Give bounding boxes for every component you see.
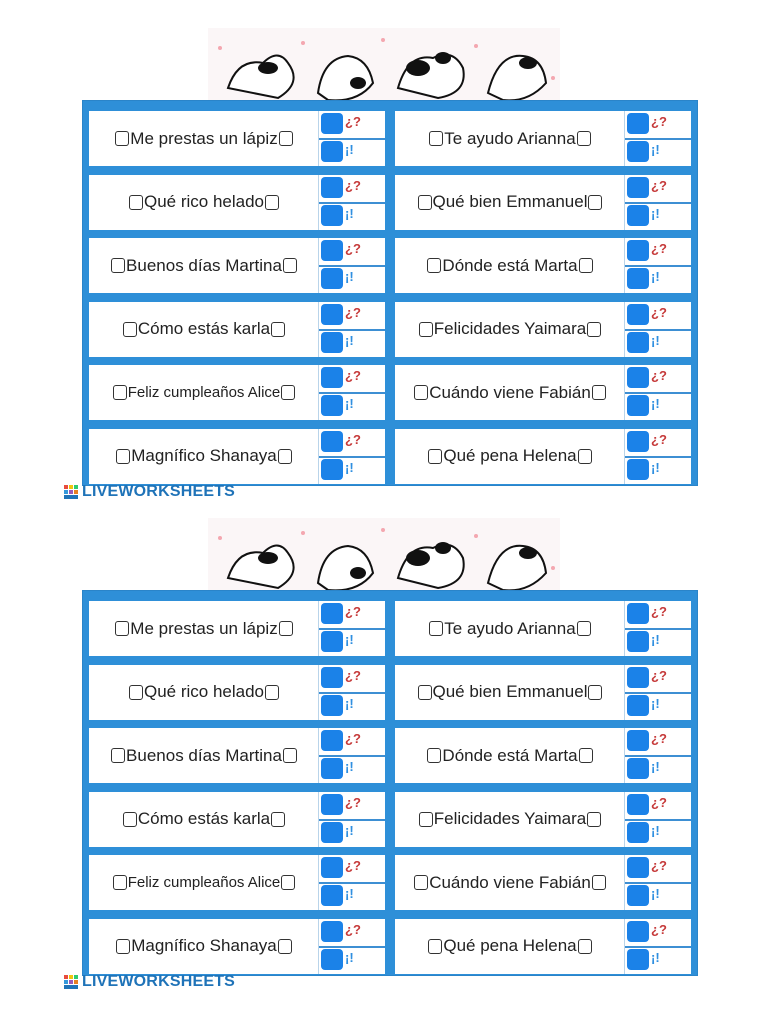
phrase-text: Te ayudo Arianna [444, 618, 576, 638]
select-square[interactable] [627, 395, 649, 416]
select-square[interactable] [627, 113, 649, 134]
mark-options [318, 365, 385, 420]
grid-row [89, 171, 691, 235]
select-square[interactable] [321, 695, 343, 716]
phrase-cell [395, 429, 691, 484]
mark-options [624, 238, 691, 293]
select-square[interactable] [627, 695, 649, 716]
phrase-text: Qué rico helado [143, 682, 265, 701]
mark-options [318, 111, 385, 166]
open-mark-box[interactable] [427, 258, 441, 273]
open-mark-box[interactable] [418, 195, 432, 210]
phrase-text: Qué bien Emmanuel [432, 682, 588, 701]
exclamation-option[interactable]: ¡! [625, 629, 691, 656]
select-square[interactable] [627, 667, 649, 688]
liveworksheets-logo-icon [64, 975, 80, 989]
phrase-text: Cuándo viene Fabián [429, 872, 591, 892]
exclamation-option[interactable]: ¡! [319, 393, 385, 420]
select-square[interactable] [627, 822, 649, 843]
close-mark-box[interactable] [265, 195, 279, 210]
mark-options [318, 855, 385, 910]
grid-row [89, 361, 691, 425]
mark-options [624, 665, 691, 720]
mark-options [624, 429, 691, 484]
select-square[interactable] [627, 857, 649, 878]
phrase-cell [395, 665, 691, 720]
open-mark-box[interactable] [427, 748, 441, 763]
close-mark-box[interactable] [579, 748, 593, 763]
close-mark-box[interactable] [283, 258, 297, 273]
phrase-text: Qué pena Helena [443, 936, 577, 955]
exclamation-option[interactable]: ¡! [319, 947, 385, 974]
select-square[interactable] [321, 857, 343, 878]
open-mark-box[interactable] [116, 449, 130, 464]
phrase-cell [89, 855, 385, 910]
phrase-cell [89, 601, 385, 656]
mark-options [624, 855, 691, 910]
select-square[interactable] [627, 332, 649, 353]
exclamation-option[interactable]: ¡! [625, 883, 691, 910]
grid-row [89, 234, 691, 298]
question-option[interactable]: ¿? [319, 429, 385, 458]
select-square[interactable] [321, 794, 343, 815]
phrase-cell [89, 365, 385, 420]
phrase-text: Dónde está Marta [442, 745, 578, 765]
close-mark-box[interactable] [579, 258, 593, 273]
phrase-text: Magnífico Shanaya [131, 936, 277, 955]
exclamation-option[interactable]: ¡! [319, 330, 385, 357]
exclamation-option[interactable]: ¡! [625, 693, 691, 720]
select-square[interactable] [321, 240, 343, 261]
open-mark-box[interactable] [418, 685, 432, 700]
grid-row [89, 425, 691, 489]
question-option[interactable]: ¿? [625, 855, 691, 884]
exclamation-option[interactable]: ¡! [625, 820, 691, 847]
phrase-cell [395, 175, 691, 230]
select-square[interactable] [321, 268, 343, 289]
open-mark-box[interactable] [419, 322, 433, 337]
phrase-cell [89, 302, 385, 357]
mark-options [624, 302, 691, 357]
question-option[interactable]: ¿? [625, 302, 691, 331]
phrase-cell [395, 728, 691, 783]
brand-name: LIVEWORKSHEETS [82, 973, 236, 990]
mark-options [318, 302, 385, 357]
close-mark-box[interactable] [265, 685, 279, 700]
select-square[interactable] [321, 603, 343, 624]
phrase-text: Me prestas un lápiz [130, 618, 278, 638]
select-square[interactable] [321, 921, 343, 942]
phrase-cell [89, 665, 385, 720]
mark-options [318, 728, 385, 783]
question-option[interactable]: ¿? [319, 792, 385, 821]
phrase-text: Buenos días Martina [126, 745, 282, 765]
exclamation-option[interactable]: ¡! [319, 266, 385, 293]
exclamation-option[interactable]: ¡! [625, 203, 691, 230]
exclamation-option[interactable]: ¡! [319, 820, 385, 847]
question-option[interactable]: ¿? [319, 111, 385, 140]
question-option[interactable]: ¿? [625, 601, 691, 630]
exclamation-option[interactable]: ¡! [625, 756, 691, 783]
select-square[interactable] [627, 141, 649, 162]
select-square[interactable] [321, 949, 343, 970]
open-mark-box[interactable] [115, 131, 129, 146]
close-mark-box[interactable] [587, 812, 601, 827]
exclamation-option[interactable]: ¡! [625, 947, 691, 974]
exclamation-option[interactable]: ¡! [319, 883, 385, 910]
mark-options [318, 601, 385, 656]
select-square[interactable] [321, 431, 343, 452]
select-square[interactable] [321, 395, 343, 416]
close-mark-box[interactable] [279, 131, 293, 146]
select-square[interactable] [321, 113, 343, 134]
select-square[interactable] [321, 459, 343, 480]
exclamation-option[interactable]: ¡! [625, 266, 691, 293]
cats-header-image [208, 28, 560, 104]
exclamation-option[interactable]: ¡! [319, 629, 385, 656]
mark-options [318, 919, 385, 974]
close-mark-box[interactable] [279, 621, 293, 636]
question-option[interactable]: ¿? [319, 728, 385, 757]
phrase-cell [89, 238, 385, 293]
select-square[interactable] [321, 730, 343, 751]
close-mark-box[interactable] [278, 449, 292, 464]
question-option[interactable]: ¿? [319, 175, 385, 204]
grid-row [89, 597, 691, 661]
exclamation-option[interactable]: ¡! [319, 457, 385, 484]
open-mark-box[interactable] [428, 939, 442, 954]
select-square[interactable] [627, 949, 649, 970]
exclamation-option[interactable]: ¡! [319, 756, 385, 783]
select-square[interactable] [627, 758, 649, 779]
close-mark-box[interactable] [592, 385, 606, 400]
phrase-text: Magnífico Shanaya [131, 446, 277, 465]
exclamation-option[interactable]: ¡! [625, 457, 691, 484]
phrase-text: Qué rico helado [143, 192, 265, 211]
close-mark-box[interactable] [577, 621, 591, 636]
close-mark-box[interactable] [592, 875, 606, 890]
phrase-text: Cuándo viene Fabián [429, 382, 591, 402]
close-mark-box[interactable] [283, 748, 297, 763]
close-mark-box[interactable] [278, 939, 292, 954]
close-mark-box[interactable] [281, 385, 295, 400]
select-square[interactable] [321, 332, 343, 353]
phrase-cell [89, 919, 385, 974]
close-mark-box[interactable] [577, 131, 591, 146]
question-option[interactable]: ¿? [625, 792, 691, 821]
question-option[interactable]: ¿? [625, 111, 691, 140]
select-square[interactable] [321, 205, 343, 226]
close-mark-box[interactable] [588, 195, 602, 210]
select-square[interactable] [627, 730, 649, 751]
phrase-cell [89, 728, 385, 783]
exclamation-option[interactable]: ¡! [319, 693, 385, 720]
phrase-text: Cómo estás karla [137, 809, 271, 828]
select-square[interactable] [321, 631, 343, 652]
phrase-text: Buenos días Martina [126, 255, 282, 275]
select-square[interactable] [627, 921, 649, 942]
phrase-cell [395, 365, 691, 420]
mark-options [318, 429, 385, 484]
phrase-cell [395, 792, 691, 847]
close-mark-box[interactable] [281, 875, 295, 890]
grid-row [89, 661, 691, 725]
mark-options [624, 111, 691, 166]
open-mark-box[interactable] [123, 322, 137, 337]
question-option[interactable]: ¿? [319, 665, 385, 694]
phrase-cell [395, 919, 691, 974]
select-square[interactable] [321, 885, 343, 906]
phrase-cell [89, 792, 385, 847]
exclamation-option[interactable]: ¡! [319, 139, 385, 166]
open-mark-box[interactable] [429, 621, 443, 636]
phrase-text: Cómo estás karla [137, 319, 271, 338]
question-option[interactable]: ¿? [319, 302, 385, 331]
close-mark-box[interactable] [587, 322, 601, 337]
select-square[interactable] [627, 631, 649, 652]
mark-options [318, 792, 385, 847]
phrase-text: Qué pena Helena [443, 446, 577, 465]
open-mark-box[interactable] [428, 449, 442, 464]
phrase-text: Felicidades Yaimara [433, 809, 587, 828]
open-mark-box[interactable] [116, 939, 130, 954]
brand-name: LIVEWORKSHEETS [82, 483, 236, 500]
phrase-cell [89, 429, 385, 484]
grid-row [89, 788, 691, 852]
question-option[interactable]: ¿? [625, 728, 691, 757]
phrase-cell [395, 601, 691, 656]
phrase-text: Me prestas un lápiz [130, 128, 278, 148]
question-option[interactable]: ¿? [319, 238, 385, 267]
liveworksheets-logo [64, 972, 235, 992]
open-mark-box[interactable] [414, 875, 428, 890]
select-square[interactable] [627, 268, 649, 289]
mark-options [624, 792, 691, 847]
mark-options [318, 238, 385, 293]
phrase-text: Felicidades Yaimara [433, 319, 587, 338]
question-option[interactable]: ¿? [625, 238, 691, 267]
open-mark-box[interactable] [113, 875, 127, 890]
open-mark-box[interactable] [429, 131, 443, 146]
question-option[interactable]: ¿? [625, 429, 691, 458]
select-square[interactable] [627, 240, 649, 261]
exclamation-option[interactable]: ¡! [625, 139, 691, 166]
grid-row [89, 107, 691, 171]
close-mark-box[interactable] [578, 449, 592, 464]
select-square[interactable] [321, 177, 343, 198]
mark-options [624, 365, 691, 420]
question-option[interactable]: ¿? [319, 919, 385, 948]
select-square[interactable] [627, 177, 649, 198]
mark-options [624, 919, 691, 974]
select-square[interactable] [627, 603, 649, 624]
open-mark-box[interactable] [129, 195, 143, 210]
phrase-text: Feliz cumpleaños Alice [127, 874, 281, 891]
select-square[interactable] [321, 667, 343, 688]
grid-row [89, 915, 691, 979]
cats-header-image [208, 518, 560, 594]
open-mark-box[interactable] [414, 385, 428, 400]
exclamation-option[interactable]: ¡! [625, 330, 691, 357]
select-square[interactable] [321, 758, 343, 779]
select-square[interactable] [627, 205, 649, 226]
mark-options [318, 665, 385, 720]
select-square[interactable] [627, 304, 649, 325]
phrase-text: Feliz cumpleaños Alice [127, 384, 281, 401]
worksheet-copy-1 [0, 0, 768, 510]
select-square[interactable] [321, 822, 343, 843]
phrase-cell [89, 175, 385, 230]
close-mark-box[interactable] [271, 812, 285, 827]
phrase-cell [89, 111, 385, 166]
open-mark-box[interactable] [115, 621, 129, 636]
phrases-grid [82, 590, 698, 976]
worksheet-copy-2 [0, 490, 768, 1000]
phrase-text: Qué bien Emmanuel [432, 192, 588, 211]
question-option[interactable]: ¿? [625, 175, 691, 204]
select-square[interactable] [627, 459, 649, 480]
phrase-cell [395, 238, 691, 293]
question-option[interactable]: ¿? [625, 919, 691, 948]
phrase-cell [395, 111, 691, 166]
grid-row [89, 724, 691, 788]
select-square[interactable] [627, 885, 649, 906]
open-mark-box[interactable] [111, 748, 125, 763]
close-mark-box[interactable] [271, 322, 285, 337]
cats-illustration [208, 28, 560, 104]
phrase-text: Te ayudo Arianna [444, 128, 576, 148]
question-option[interactable]: ¿? [319, 601, 385, 630]
select-square[interactable] [627, 794, 649, 815]
phrase-cell [395, 855, 691, 910]
phrases-grid [82, 100, 698, 486]
close-mark-box[interactable] [578, 939, 592, 954]
select-square[interactable] [321, 141, 343, 162]
question-option[interactable]: ¿? [319, 855, 385, 884]
phrase-text: Dónde está Marta [442, 255, 578, 275]
question-option[interactable]: ¿? [625, 365, 691, 394]
mark-options [318, 175, 385, 230]
open-mark-box[interactable] [111, 258, 125, 273]
cats-illustration [208, 518, 560, 594]
mark-options [624, 601, 691, 656]
open-mark-box[interactable] [419, 812, 433, 827]
close-mark-box[interactable] [588, 685, 602, 700]
grid-row [89, 298, 691, 362]
select-square[interactable] [627, 431, 649, 452]
mark-options [624, 728, 691, 783]
exclamation-option[interactable]: ¡! [625, 393, 691, 420]
open-mark-box[interactable] [123, 812, 137, 827]
select-square[interactable] [321, 367, 343, 388]
exclamation-option[interactable]: ¡! [319, 203, 385, 230]
select-square[interactable] [321, 304, 343, 325]
mark-options [624, 175, 691, 230]
grid-row [89, 851, 691, 915]
select-square[interactable] [627, 367, 649, 388]
question-option[interactable]: ¿? [625, 665, 691, 694]
phrase-cell [395, 302, 691, 357]
question-option[interactable]: ¿? [319, 365, 385, 394]
open-mark-box[interactable] [113, 385, 127, 400]
open-mark-box[interactable] [129, 685, 143, 700]
